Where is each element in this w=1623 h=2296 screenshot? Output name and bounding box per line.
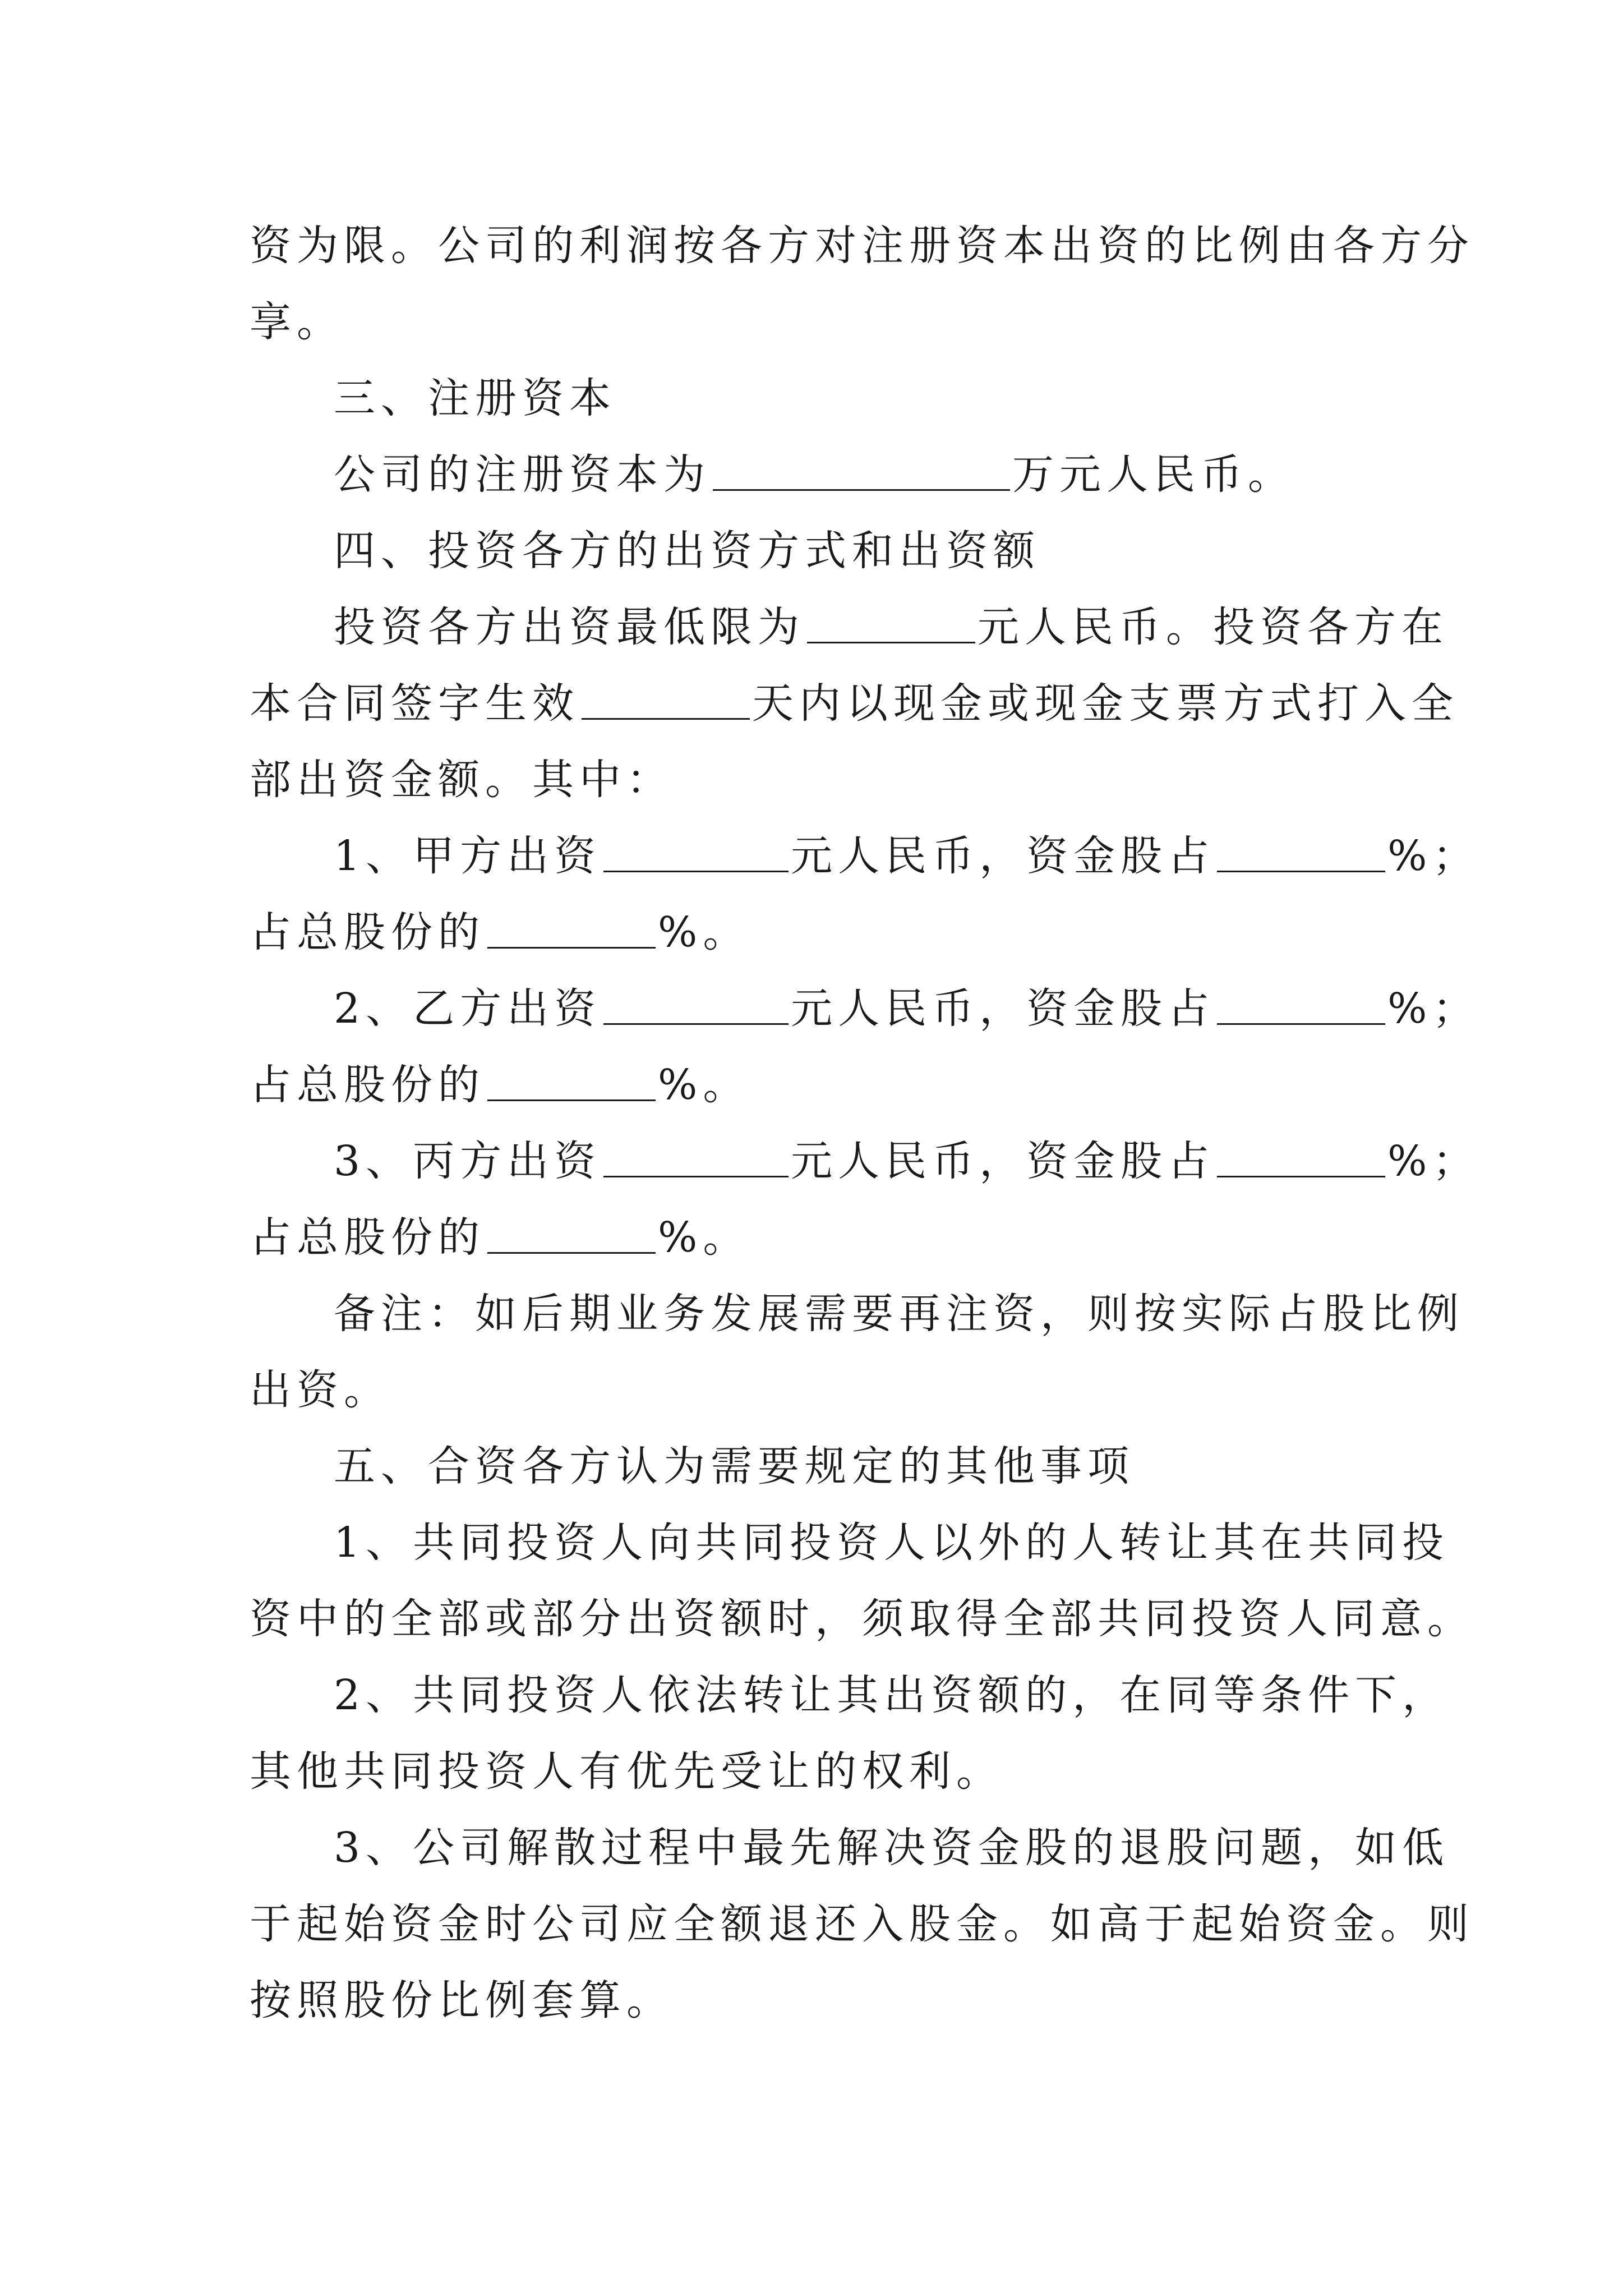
paragraph-line	[250, 1199, 1394, 1276]
text-fragment: 元人民币，资金股占	[791, 1137, 1215, 1185]
text-fragment: %。	[658, 908, 750, 956]
paragraph-line: 3、公司解散过程中最先解决资金股的退股问题，如低	[334, 1824, 1450, 1872]
paragraph-line	[250, 1047, 1394, 1123]
paragraph-line: 出资。	[250, 1366, 391, 1414]
fill-in-blank	[603, 834, 789, 872]
text-fragment: 元人民币，资金股占	[791, 832, 1215, 880]
text-fragment: 投资各方出资最低限为	[334, 603, 805, 651]
text-fragment: 本合同签字生效	[250, 679, 579, 728]
fill-in-blank	[487, 1062, 656, 1101]
paragraph-line: 部出资金额。其中：	[250, 756, 674, 804]
paragraph-line: 其他共同投资人有优先受让的权利。	[250, 1747, 1003, 1796]
text-fragment: 公司的注册资本为	[334, 450, 711, 499]
party-b-line	[250, 970, 1480, 1047]
section-heading-other-matters: 五、合资各方认为需要规定的其他事项	[334, 1442, 1135, 1490]
note-line: 备注：如后期业务发展需要再注资，则按实际占股比例	[334, 1290, 1464, 1338]
fill-in-blank	[582, 681, 750, 720]
paragraph-line	[250, 436, 1394, 513]
paragraph-line: 按照股份比例套算。	[250, 1976, 674, 2024]
paragraph-line	[250, 894, 1394, 970]
text-fragment: %；	[1387, 984, 1480, 1033]
fill-in-blank	[1217, 986, 1385, 1025]
section-heading-registered-capital: 三、注册资本	[334, 374, 616, 422]
paragraph-line: 享。	[250, 298, 344, 346]
party-c-line	[250, 1123, 1480, 1199]
paragraph-line	[250, 665, 1459, 742]
text-fragment: 元人民币，资金股占	[791, 984, 1215, 1033]
paragraph-line	[250, 589, 1449, 665]
fill-in-blank	[807, 605, 975, 643]
text-fragment: 1、甲方出资	[334, 832, 602, 880]
paragraph-line: 于起始资金时公司应全额退还入股金。如高于起始资金。则	[250, 1900, 1474, 1948]
fill-in-blank	[713, 452, 1010, 491]
text-fragment: 元人民币。投资各方在	[978, 603, 1449, 651]
fill-in-blank	[603, 986, 789, 1025]
fill-in-blank	[1217, 834, 1385, 872]
paragraph-line: 2、共同投资人依法转让其出资额的，在同等条件下，	[334, 1671, 1450, 1719]
text-fragment: %；	[1387, 1137, 1480, 1185]
fill-in-blank	[1217, 1139, 1385, 1177]
text-fragment: 2、乙方出资	[334, 984, 602, 1033]
paragraph-line: 1、共同投资人向共同投资人以外的人转让其在共同投	[334, 1519, 1450, 1567]
fill-in-blank	[603, 1139, 789, 1177]
text-fragment: 天内以现金或现金支票方式打入全	[752, 679, 1459, 728]
document-body	[250, 208, 1480, 2039]
text-fragment: 3、丙方出资	[334, 1137, 602, 1185]
party-a-line	[250, 818, 1480, 894]
text-fragment: 占总股份的	[250, 1213, 485, 1262]
text-fragment: %；	[1387, 832, 1480, 880]
text-fragment: 占总股份的	[250, 908, 485, 956]
text-fragment: 占总股份的	[250, 1061, 485, 1109]
text-fragment: %。	[658, 1213, 750, 1262]
section-heading-contribution: 四、投资各方的出资方式和出资额	[334, 527, 1040, 575]
fill-in-blank	[487, 910, 656, 949]
paragraph-line: 资为限。公司的利润按各方对注册资本出资的比例由各方分	[250, 222, 1474, 270]
fill-in-blank	[487, 1215, 656, 1254]
text-fragment: 万元人民币。	[1012, 450, 1295, 499]
paragraph-line: 资中的全部或部分出资额时，须取得全部共同投资人同意。	[250, 1595, 1474, 1643]
text-fragment: %。	[658, 1061, 750, 1109]
